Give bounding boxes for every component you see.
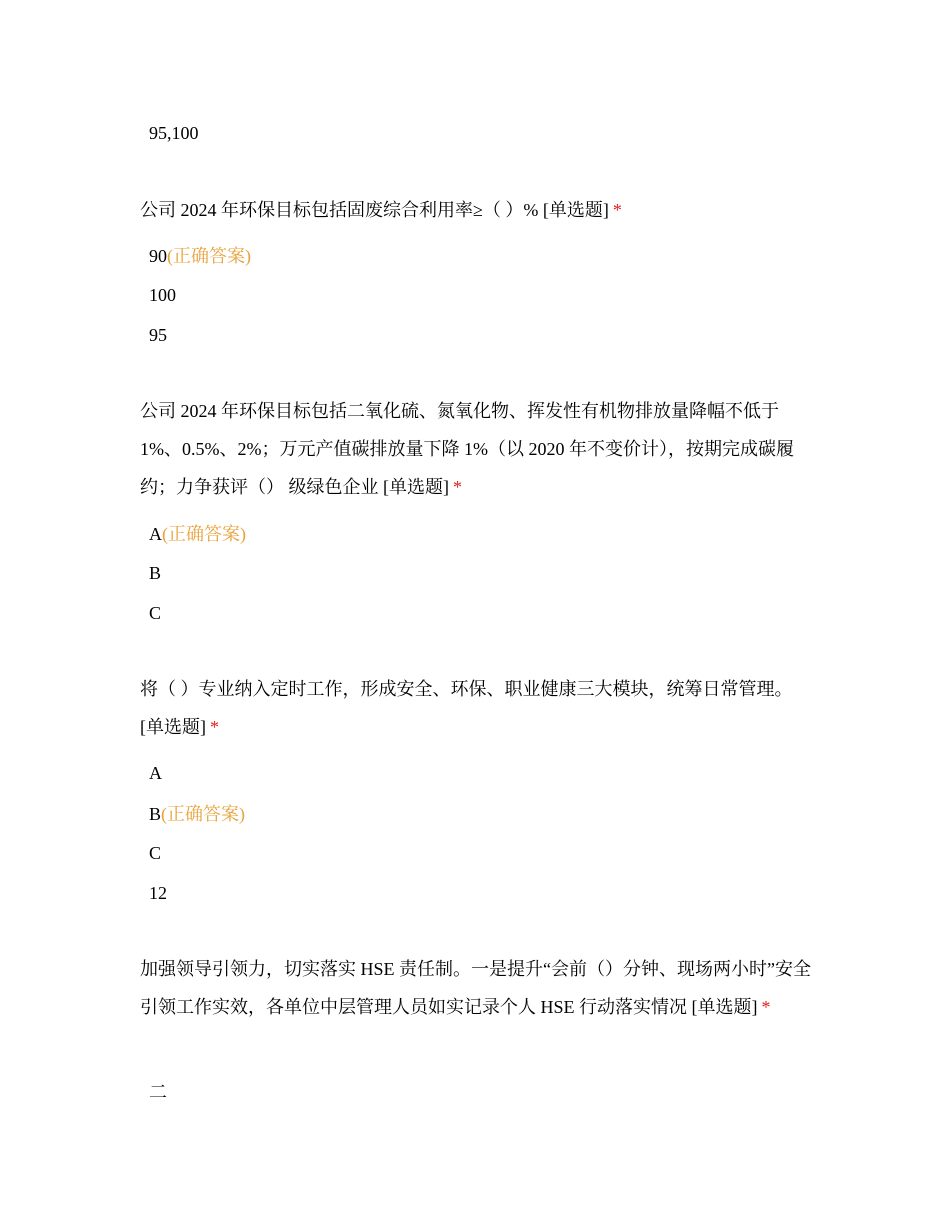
q2-option-c[interactable]	[149, 601, 161, 625]
q3-option-a[interactable]	[149, 761, 162, 785]
option-label: A	[149, 524, 162, 544]
required-mark: *	[210, 717, 219, 737]
question-2	[140, 392, 820, 506]
q1-option-a[interactable]	[149, 244, 251, 268]
option-label: 95,100	[149, 123, 199, 143]
q4-option-a[interactable]	[149, 1080, 167, 1104]
question-text: 加强领导引领力，切实落实 HSE 责任制。一是提升“会前（）分钟、现场两小时”安全引领工作实效，各单位中层管理人员如实记录个人 HSE 行动落实情况 [单选题]	[140, 959, 811, 1017]
option-label: 12	[149, 883, 167, 903]
q3-option-b[interactable]	[149, 802, 245, 826]
q3-option-d[interactable]	[149, 881, 167, 905]
option-label: B	[149, 804, 162, 824]
question-text: 公司 2024 年环保目标包括二氧化硫、氮氧化物、挥发性有机物排放量降幅不低于 1%、0.5%、2%；万元产值碳排放量下降 1%（以 2020 年不变价计），按期完成碳履约；力争获评（） 级绿色企业 [单选题]	[140, 401, 794, 497]
option-95-100[interactable]	[149, 121, 199, 145]
required-mark: *	[612, 200, 622, 220]
question-text: 公司 2024 年环保目标包括固废综合利用率≥（ ）% [单选题]	[140, 200, 609, 220]
question-text: 将（ ）专业纳入定时工作，形成安全、环保、职业健康三大模块，统筹日常管理。 [单选题]	[140, 679, 793, 737]
option-label: A	[149, 763, 162, 783]
option-label: 二	[149, 1082, 167, 1102]
q2-option-b[interactable]	[149, 561, 161, 585]
correct-answer-tag: (正确答案)	[167, 246, 251, 266]
question-1	[140, 191, 820, 229]
required-mark: *	[761, 997, 771, 1017]
q1-option-b[interactable]	[149, 283, 176, 307]
option-label: 90	[149, 246, 167, 266]
option-label: 95	[149, 325, 167, 345]
required-mark: *	[453, 477, 462, 497]
option-label: C	[149, 843, 162, 863]
question-3	[140, 670, 820, 746]
option-label: 100	[149, 285, 176, 305]
option-label: B	[149, 563, 162, 583]
correct-answer-tag: (正确答案)	[162, 524, 246, 544]
correct-answer-tag: (正确答案)	[161, 804, 246, 824]
q1-option-c[interactable]	[149, 323, 167, 347]
question-4	[140, 950, 820, 1026]
q3-option-c[interactable]	[149, 841, 161, 865]
q2-option-a[interactable]	[149, 522, 246, 546]
option-label: C	[149, 603, 162, 623]
